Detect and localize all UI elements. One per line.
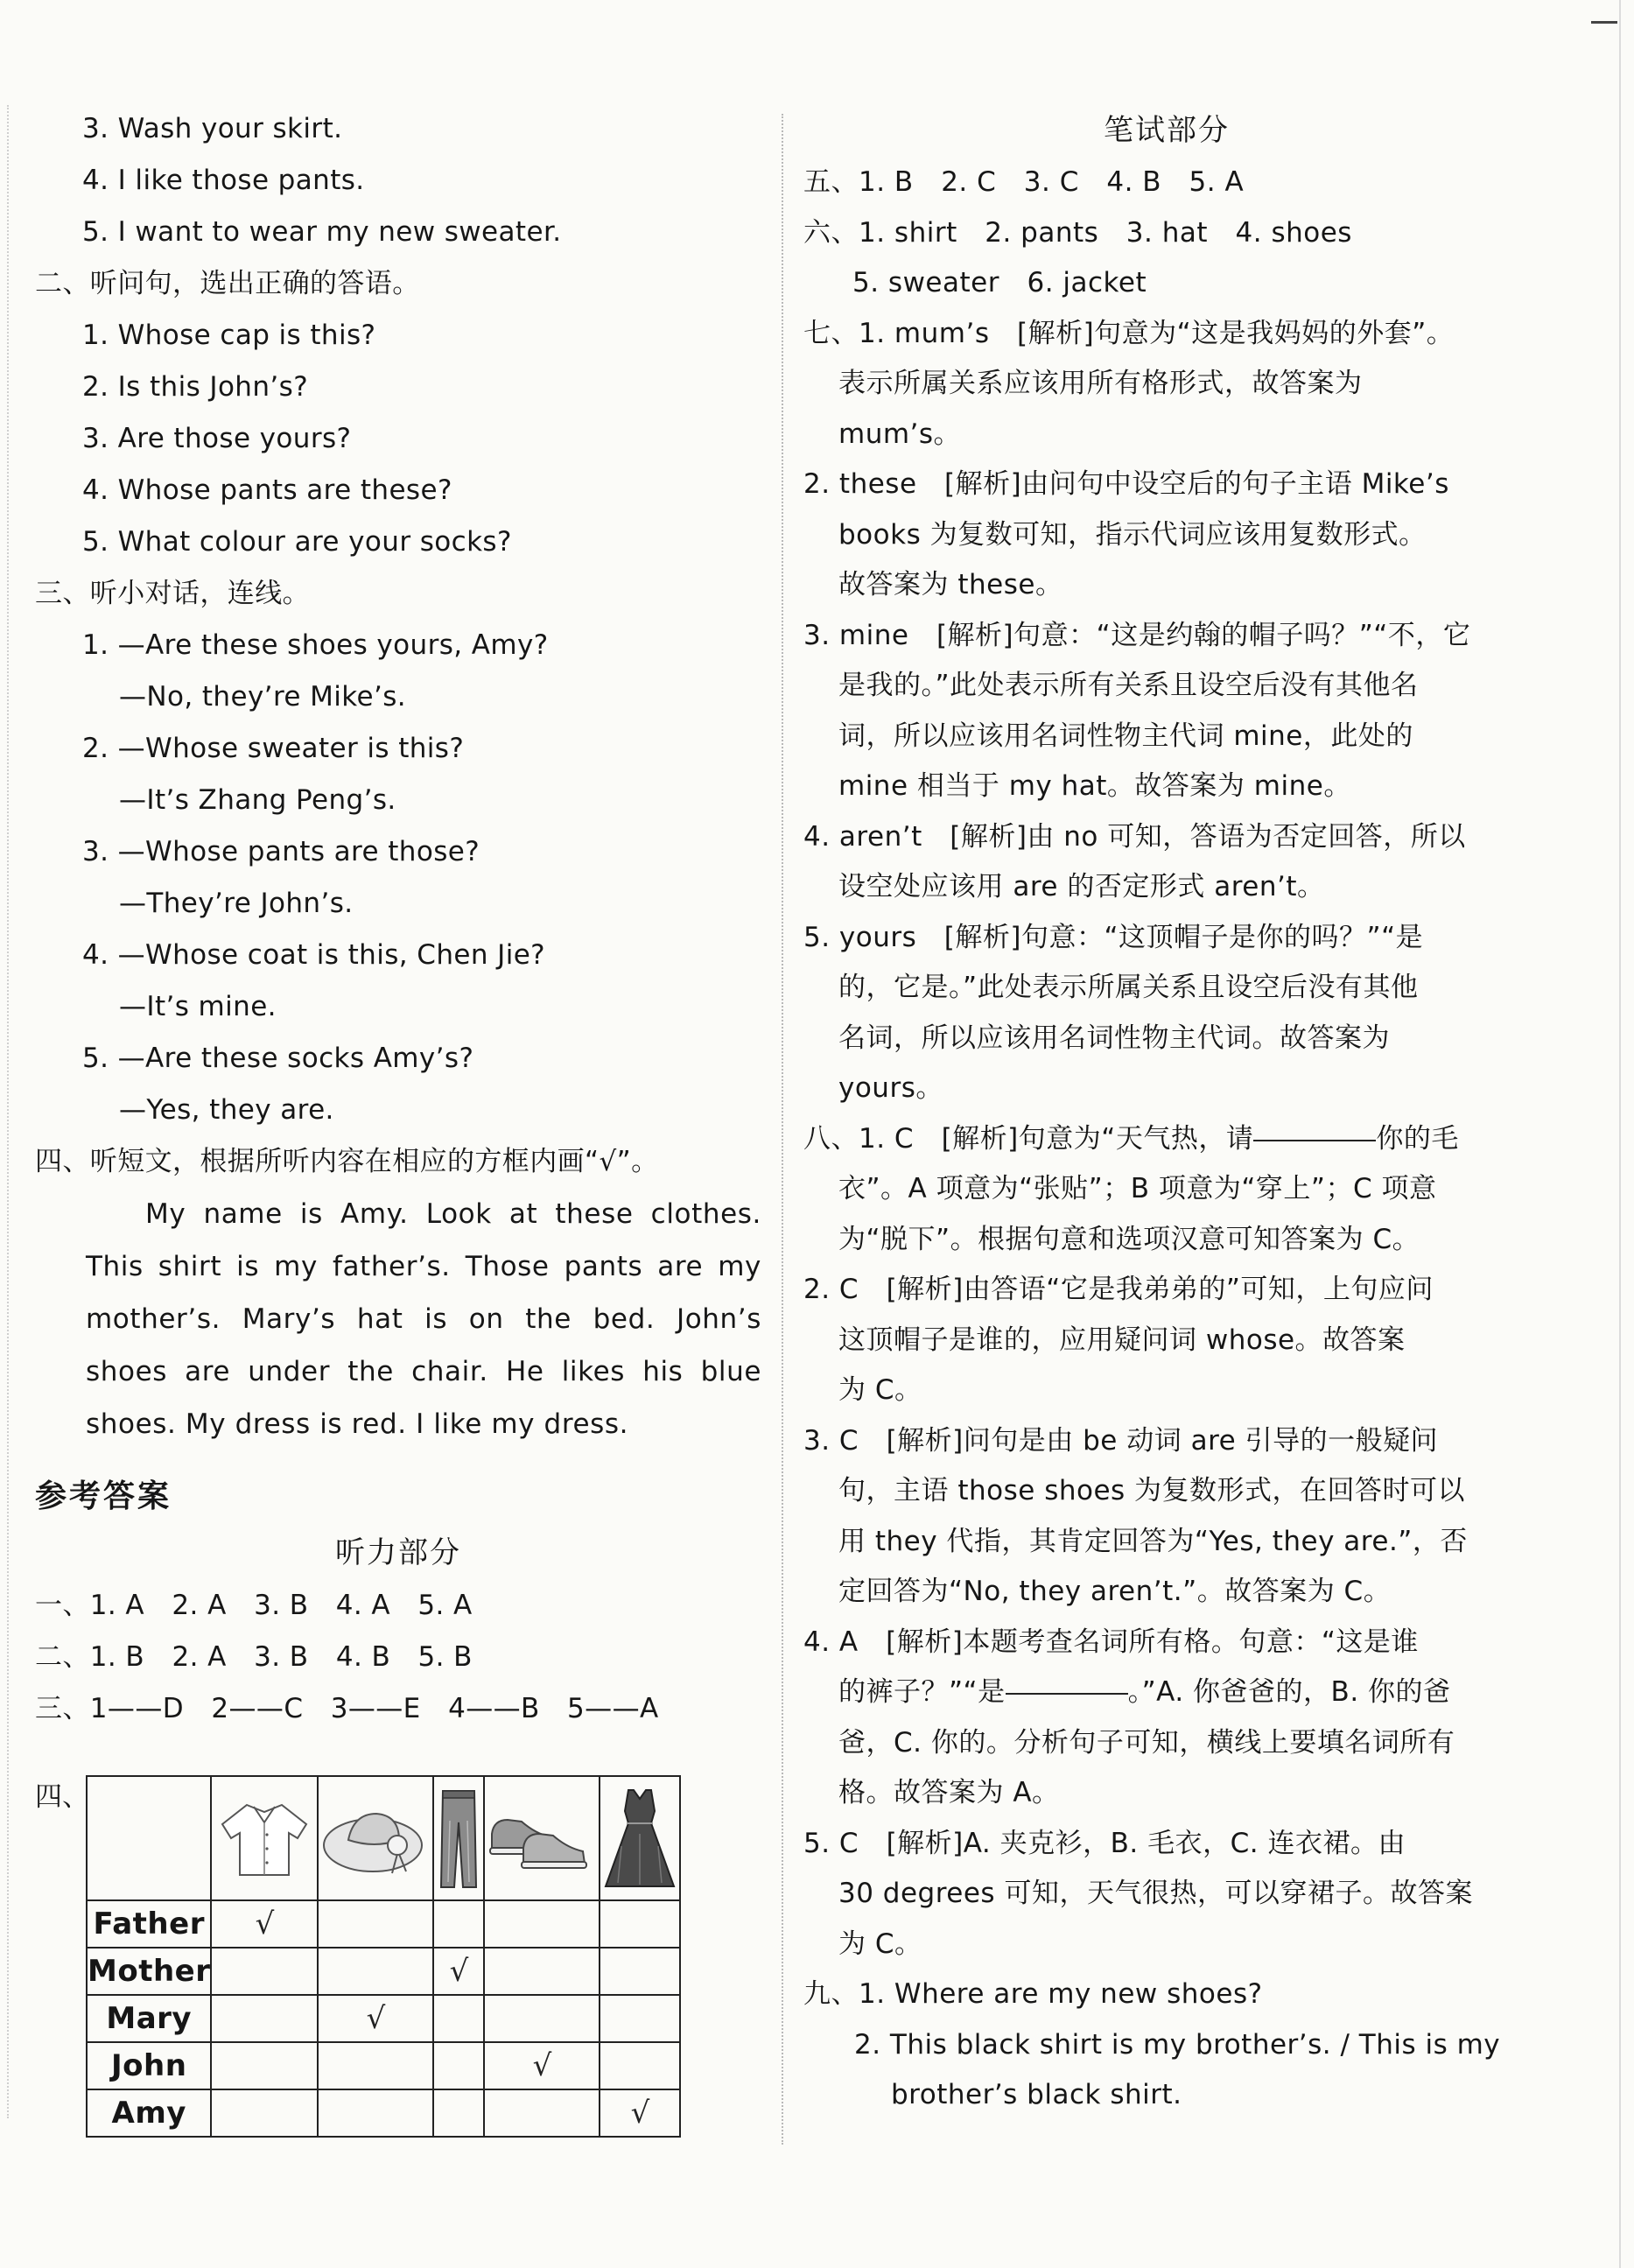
- answer-eight-1: [803, 1114, 1530, 1165]
- table-cell: [484, 1948, 600, 1995]
- answer-nine-2: 2. This black shirt is my brother’s. / This is my: [854, 2028, 1501, 2061]
- table-body: [87, 1900, 680, 2137]
- left-line: 4. I like those pants.: [82, 165, 365, 196]
- table-cell: [484, 2042, 600, 2089]
- eight-1-lead-b: 你的毛: [1376, 1122, 1459, 1155]
- hat-cell: [318, 1776, 433, 1900]
- left-line: 三、听小对话，连线。: [35, 578, 310, 609]
- hat-icon: [319, 1794, 432, 1882]
- table-cell: [211, 1948, 318, 1995]
- eight-4-line-2: [803, 1668, 1530, 1718]
- left-line: —It’s Zhang Peng’s.: [119, 784, 396, 816]
- pants-cell: [433, 1776, 484, 1900]
- table-cell: [318, 2042, 433, 2089]
- column-divider: [782, 114, 783, 2145]
- table-row: [87, 1948, 680, 1995]
- row-label: Mother: [87, 1948, 211, 1995]
- pants-icon: [434, 1786, 483, 1891]
- answer-item-body: 句，主语 those shoes 为复数形式，在回答时可以: [838, 1475, 1466, 1506]
- row-label: John: [87, 2042, 211, 2089]
- answer-item-body: 这顶帽子是谁的，应用疑问词 whose。故答案: [838, 1324, 1406, 1356]
- dress-icon: [600, 1785, 679, 1892]
- table-header-row: [87, 1776, 680, 1900]
- table-cell: [211, 1995, 318, 2042]
- check-mark: √: [532, 2048, 552, 2083]
- answer-item-body: 词，所以应该用名词性物主代词 mine，此处的: [838, 720, 1413, 752]
- table-cell: [318, 2089, 433, 2137]
- listening-title: 听力部分: [335, 1535, 461, 1570]
- left-line: 4. Whose pants are these?: [82, 474, 452, 506]
- answer-item-lead: 2. these [解析]由问句中设空后的句子主语 Mike’s: [803, 468, 1449, 500]
- check-mark: √: [366, 2001, 386, 2036]
- table-cell: [433, 1948, 484, 1995]
- table-cell: [318, 1948, 433, 1995]
- left-line: 5. I want to wear my new sweater.: [82, 216, 562, 248]
- check-table: [86, 1775, 681, 2138]
- answer-five: 五、1. B 2. C 3. C 4. B 5. A: [803, 166, 1245, 198]
- table-cell: [600, 1900, 680, 1948]
- answer-title: 参考答案: [35, 1478, 172, 1514]
- table-cell: [600, 2042, 680, 2089]
- check-mark: √: [449, 1954, 469, 1989]
- section-eight-more: [803, 1265, 1530, 1618]
- written-answers: [803, 158, 1530, 2121]
- answer-six-b: 5. sweater 6. jacket: [852, 267, 1147, 298]
- eight-1-body-1: 衣”。A 项意为“张贴”；B 项意为“穿上”；C 项意: [838, 1173, 1437, 1204]
- eight-1-body-2: 为“脱下”。根据句意和选项汉意可知答案为 C。: [838, 1223, 1420, 1255]
- eight-4-body-2: 格。故答案为 A。: [838, 1777, 1060, 1808]
- answer-item-body: 设空处应该用 are 的否定形式 aren’t。: [838, 871, 1325, 902]
- section-seven: [803, 309, 1530, 1114]
- listening-passage: [35, 1188, 761, 1450]
- answer-item-body: 表示所属关系应该用所有格形式，故答案为: [838, 368, 1363, 399]
- left-line: 2. Is this John’s?: [82, 371, 309, 403]
- shirt-cell: [211, 1776, 318, 1900]
- answer-line-2: 二、1. B 2. A 3. B 4. B 5. B: [35, 1641, 473, 1673]
- answer-item-body: 用 they 代指，其肯定回答为“Yes, they are.”，否: [838, 1525, 1468, 1557]
- eight-5-body-1: 30 degrees 可知，天气很热，可以穿裙子。故答案: [838, 1878, 1473, 1909]
- answer-eight-4: 4. A [解析]本题考查名词所有格。句意：“这是谁: [803, 1626, 1419, 1658]
- left-line: —Yes, they are.: [119, 1094, 334, 1126]
- eight-1-lead-a: 八、1. C [解析]句意为“天气热，请: [803, 1122, 1254, 1155]
- check-mark: √: [630, 2096, 650, 2131]
- shoes-icon: [485, 1799, 599, 1878]
- table-cell: [211, 2089, 318, 2137]
- table-corner-cell: [87, 1776, 211, 1900]
- shirt-icon: [212, 1794, 317, 1882]
- answer-item-lead: 4. aren’t [解析]由 no 可知，答语为否定回答，所以: [803, 820, 1466, 853]
- left-line: —No, they’re Mike’s.: [119, 681, 407, 713]
- answer-nine-1: 九、1. Where are my new shoes?: [803, 1978, 1263, 2010]
- answer-item-body: 为 C。: [838, 1374, 922, 1406]
- answer-blank: [1253, 1139, 1376, 1141]
- table-cell: [211, 1900, 318, 1948]
- left-line: 3. Are those yours?: [82, 423, 352, 454]
- table-row: [87, 1995, 680, 2042]
- answer-eight-5: 5. C [解析]A. 夹克衫，B. 毛衣，C. 连衣裙。由: [803, 1827, 1406, 1859]
- row-label: Father: [87, 1900, 211, 1948]
- left-edge-line: [7, 105, 9, 2118]
- answer-item-body: 故答案为 these。: [838, 569, 1063, 600]
- left-line: 1. Whose cap is this?: [82, 319, 376, 351]
- row-label: Mary: [87, 1995, 211, 2042]
- answer-item-lead: 3. mine [解析]句意：“这是约翰的帽子吗？”“不，它: [803, 619, 1471, 651]
- answer-item-body: 定回答为“No, they aren’t.”。故答案为 C。: [838, 1576, 1392, 1607]
- table-row: [87, 2089, 680, 2137]
- answer-item-body: yours。: [838, 1072, 943, 1104]
- table-cell: [433, 2089, 484, 2137]
- answer-item-body: 名词，所以应该用名词性物主代词。故答案为: [838, 1022, 1390, 1054]
- left-line: 4. —Whose coat is this, Chen Jie?: [82, 939, 546, 971]
- left-line: 3. —Whose pants are those?: [82, 836, 480, 867]
- eight-4-body-1: 爸，C. 你的。分析句子可知，横线上要填名词所有: [838, 1726, 1455, 1759]
- table-cell: [484, 1995, 600, 2042]
- shoes-cell: [484, 1776, 600, 1900]
- right-edge-line: [1619, 0, 1621, 2268]
- eight-5-body-2: 为 C。: [838, 1927, 922, 1960]
- answer-item-body: 的，它是。”此处表示所属关系且设空后没有其他: [838, 972, 1419, 1003]
- left-lines: [35, 103, 761, 1188]
- left-line: —It’s mine.: [119, 991, 277, 1022]
- table-cell: [211, 2042, 318, 2089]
- left-line: 二、听问句，选出正确的答语。: [35, 268, 420, 299]
- answer-item-lead: 3. C [解析]问句是由 be 动词 are 引导的一般疑问: [803, 1424, 1439, 1457]
- answer-item-lead: 七、1. mum’s [解析]句意为“这是我妈妈的外套”。: [803, 317, 1455, 349]
- table-label: 四、: [35, 1781, 89, 1813]
- check-mark: √: [255, 1906, 275, 1941]
- table-row: [87, 1900, 680, 1948]
- answer-item-body: 是我的。”此处表示所有关系且设空后没有其他名: [838, 670, 1419, 701]
- left-column: [35, 103, 761, 1735]
- row-label: Amy: [87, 2089, 211, 2137]
- answer-six-a: 六、1. shirt 2. pants 3. hat 4. shoes: [803, 216, 1352, 249]
- answer-item-lead: 5. yours [解析]句意：“这顶帽子是你的吗？”“是: [803, 921, 1424, 953]
- dress-cell: [600, 1776, 680, 1900]
- answer-item-lead: 2. C [解析]由答语“它是我弟弟的”可知，上句应问: [803, 1274, 1434, 1305]
- four-l2a: 的裤子？”“是: [838, 1676, 1006, 1708]
- left-line: —They’re John’s.: [119, 888, 354, 919]
- answer-item-body: mum’s。: [838, 418, 962, 450]
- answer-line-1: 一、1. A 2. A 3. B 4. A 5. A: [35, 1590, 473, 1621]
- table-cell: [433, 2042, 484, 2089]
- four-l2b: 。”A. 你爸爸的，B. 你的爸: [1127, 1676, 1451, 1708]
- table-cell: [433, 1900, 484, 1948]
- answer-nine-3: brother’s black shirt.: [891, 2079, 1182, 2110]
- table-cell: [318, 1900, 433, 1948]
- table-cell: [318, 1995, 433, 2042]
- table-cell: [600, 1995, 680, 2042]
- answer-line-3: 三、1——D 2——C 3——E 4——B 5——A: [35, 1693, 659, 1724]
- table-cell: [484, 1900, 600, 1948]
- left-line: 2. —Whose sweater is this?: [82, 733, 465, 764]
- passage-text: My name is Amy. Look at these clothes. This shirt is my father’s. Those pants are my mother’s. Mary’s hat is on the bed. John’s shoes are under the chair. He likes his blue shoes. My dress is red. I like my dress.: [86, 1198, 761, 1440]
- table-cell: [433, 1995, 484, 2042]
- left-line: 5. —Are these socks Amy’s?: [82, 1043, 474, 1074]
- answer-item-body: books 为复数可知，指示代词应该用复数形式。: [838, 518, 1427, 551]
- corner-mark: [1591, 21, 1617, 24]
- left-line: 3. Wash your skirt.: [82, 113, 343, 144]
- right-column: [803, 103, 1530, 2121]
- table-cell: [600, 1948, 680, 1995]
- table-cell: [600, 2089, 680, 2137]
- written-title: 笔试部分: [1104, 113, 1230, 148]
- left-line: 5. What colour are your socks?: [82, 526, 512, 558]
- left-line: 四、听短文，根据所听内容在相应的方框内画“√”。: [35, 1146, 659, 1177]
- table-row: [87, 2042, 680, 2089]
- left-line: 1. —Are these shoes yours, Amy?: [82, 629, 549, 661]
- table-cell: [484, 2089, 600, 2137]
- answer-blank-2: [1006, 1692, 1128, 1695]
- answer-item-body: mine 相当于 my hat。故答案为 mine。: [838, 770, 1351, 802]
